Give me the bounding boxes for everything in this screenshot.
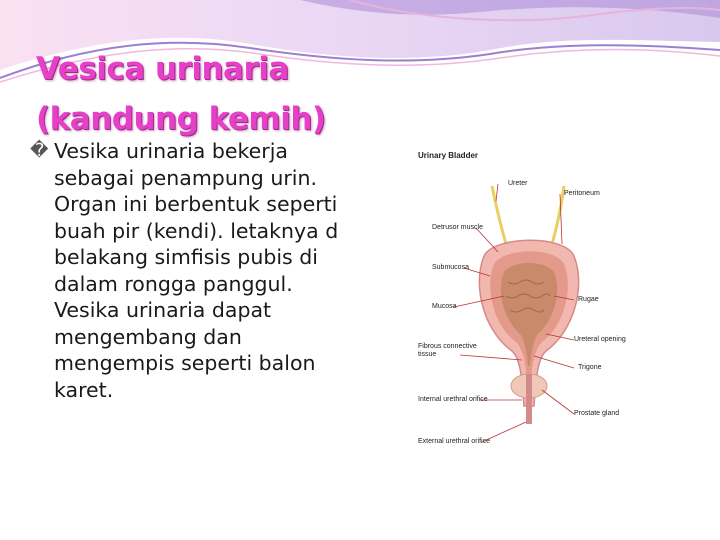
bladder-diagram [414, 146, 638, 454]
label-mucosa: Mucosa [432, 303, 457, 310]
text-line: dalam rongga panggul. [54, 271, 293, 296]
text-line: mengempis seperti balon [54, 351, 316, 375]
text-line: buah pir (kendi). letaknya d [54, 218, 339, 243]
text-line: Vesika urinaria dapat [54, 298, 272, 322]
text-line: sebagai penampung urin. [54, 165, 317, 190]
text-line: belakang simfisis pubis di [54, 245, 318, 269]
label-peritoneum: Peritoneum [564, 190, 600, 197]
title-line-2: (kandung kemih) [36, 101, 326, 137]
text-line: Vesika urinaria bekerja [54, 139, 288, 163]
label-detrusor-muscle: Detrusor muscle [432, 224, 483, 231]
label-prostate-gland: Prostate gland [574, 410, 620, 417]
label-ureter: Ureter [508, 180, 528, 187]
title-line-1: Vesica urinaria [36, 51, 289, 87]
label-trigone: Trigone [578, 364, 602, 371]
label-fibrous-connective: Fibrous connective [418, 343, 477, 350]
label-submucosa: Submucosa [432, 264, 469, 271]
text-line: Organ ini berbentuk seperti [54, 192, 338, 216]
body-text [30, 138, 375, 403]
bullet-glyph: � [30, 140, 49, 161]
description-paragraph [54, 138, 375, 403]
text-line: mengembang dan [54, 324, 242, 349]
label-rugae: Rugae [578, 296, 599, 303]
label-ureteral-opening: Ureteral opening [574, 336, 626, 343]
label-internal-urethral-orifice: Internal urethral orifice [418, 396, 488, 403]
bladder-illustration [414, 146, 638, 454]
label-external-urethral-orifice: External urethral orifice [418, 438, 490, 445]
text-line: karet. [54, 377, 114, 402]
figure-title: Urinary Bladder [418, 151, 479, 160]
slide-title [36, 44, 396, 144]
label-fibrous-tissue: tissue [418, 351, 437, 358]
